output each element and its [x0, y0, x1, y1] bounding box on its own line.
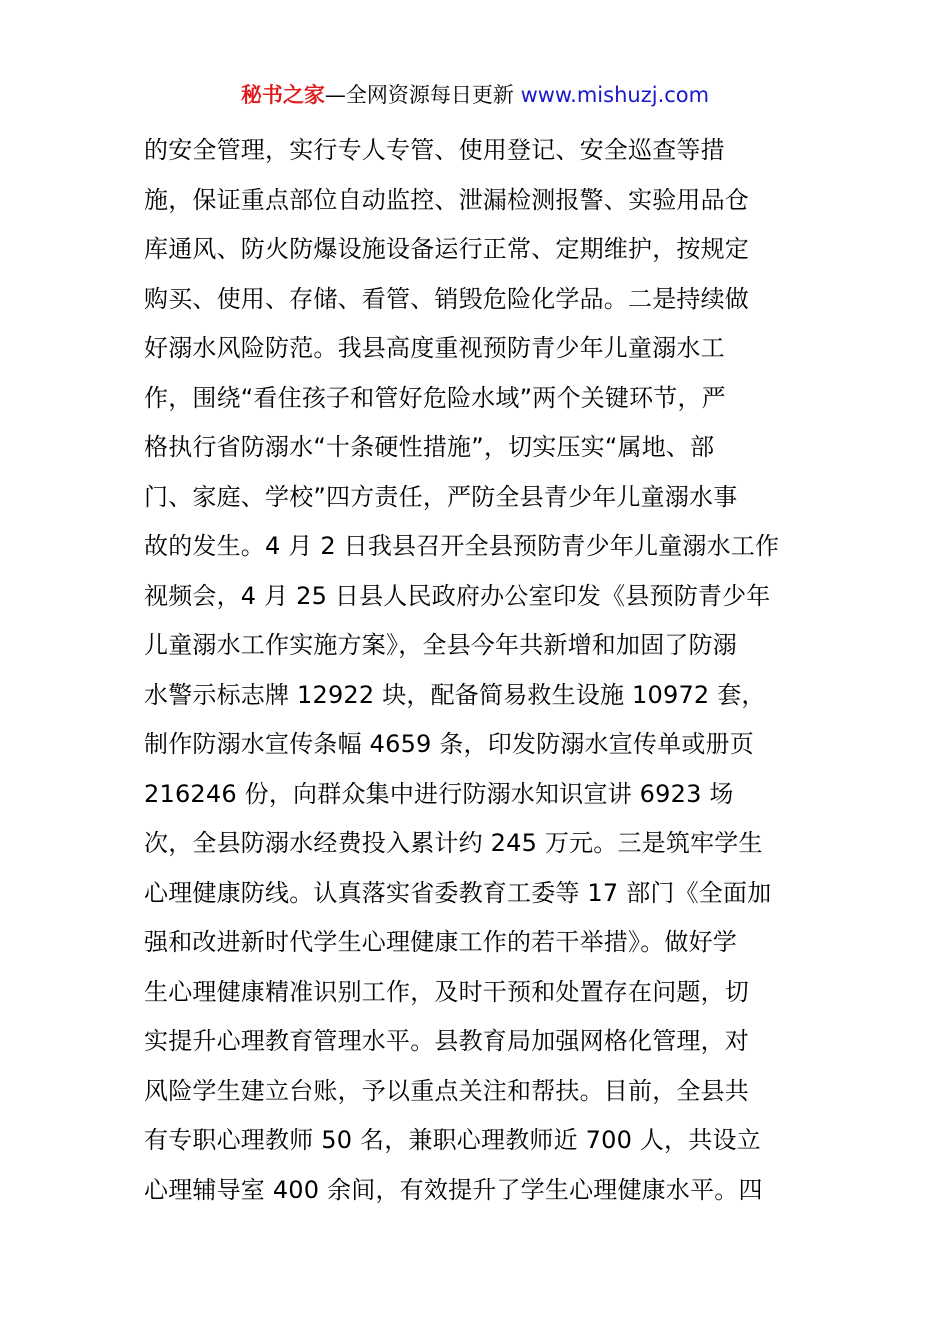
text-line: 心理健康防线。认真落实省委教育工委等 17 部门《全面加: [144, 878, 772, 907]
text-line: 购买、使用、存储、看管、销毁危险化学品。二是持续做: [144, 284, 749, 313]
text-line: 心理辅导室 400 余间，有效提升了学生心理健康水平。四: [144, 1175, 763, 1204]
brand-name: 秘书之家: [240, 83, 325, 107]
text-line: 水警示标志牌 12922 块，配备简易救生设施 10972 套，: [144, 680, 766, 709]
text-line: 有专职心理教师 50 名，兼职心理教师近 700 人，共设立: [144, 1126, 761, 1154]
text-line: 门、家庭、学校”四方责任，严防全县青少年儿童溺水事: [144, 482, 738, 511]
page-header: [0, 80, 950, 110]
text-line: 作，围绕“看住孩子和管好危险水域”两个关键环节，严: [144, 383, 726, 412]
text-line: 施，保证重点部位自动监控、泄漏检测报警、实验用品仓: [144, 185, 749, 214]
text-line: 制作防溺水宣传条幅 4659 条，印发防溺水宣传单或册页: [144, 730, 754, 758]
text-line: 的安全管理，实行专人专管、使用登记、安全巡查等措: [144, 136, 725, 164]
text-line: 强和改进新时代学生心理健康工作的若干举措》。做好学: [144, 928, 737, 956]
text-line: 生心理健康精准识别工作，及时干预和处置存在问题，切: [144, 977, 749, 1006]
text-line: 216246 份，向群众集中进行防溺水知识宣讲 6923 场: [144, 779, 734, 808]
header-tagline: —全网资源每日更新: [324, 83, 514, 107]
document-body: [144, 126, 814, 1215]
text-line: 库通风、防火防爆设施设备运行正常、定期维护，按规定: [144, 235, 749, 263]
site-url[interactable]: www.mishuzj.com: [513, 83, 710, 107]
text-line: 儿童溺水工作实施方案》，全县今年共新增和加固了防溺: [144, 631, 737, 659]
text-line: 好溺水风险防范。我县高度重视预防青少年儿童溺水工: [144, 334, 725, 362]
text-line: 视频会，4 月 25 日县人民政府办公室印发《县预防青少年: [144, 581, 771, 610]
text-line: 故的发生。4 月 2 日我县召开全县预防青少年儿童溺水工作: [144, 532, 780, 560]
text-line: 次，全县防溺水经费投入累计约 245 万元。三是筑牢学生: [144, 829, 763, 857]
text-line: 格执行省防溺水“十条硬性措施”，切实压实“属地、部: [144, 433, 715, 461]
text-line: 风险学生建立台账，予以重点关注和帮扶。目前，全县共: [144, 1076, 749, 1105]
text-line: 实提升心理教育管理水平。县教育局加强网格化管理，对: [144, 1027, 749, 1055]
